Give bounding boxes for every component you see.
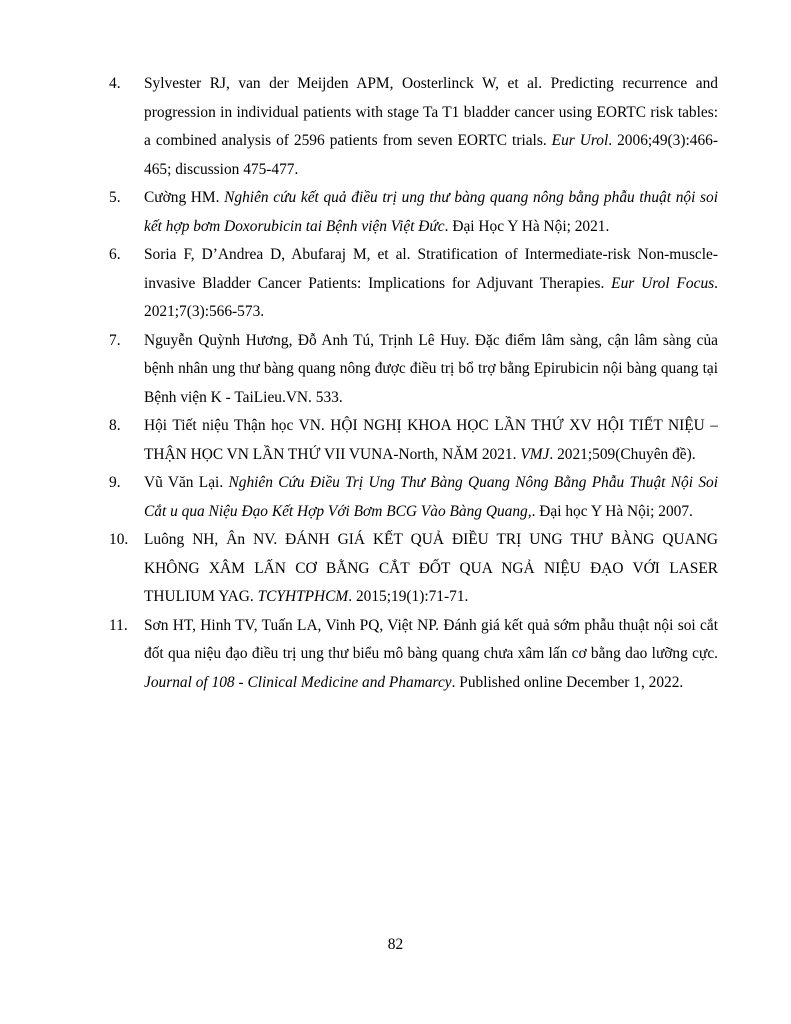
reference-number: 11. (109, 616, 128, 634)
reference-title-italic: TCYHTPHCM (257, 588, 349, 605)
reference-text: Cường HM. (144, 189, 225, 206)
reference-text: Luông NH, Ân NV. ĐÁNH GIÁ KẾT QUẢ ĐIỀU TRỊ UNG THƯ BÀNG QUANG KHÔNG XÂM LẤN CƠ BẰNG CẮT ĐỐT QUA NGẢ NIỆU ĐẠO VỚI LASER THULIUM YAG. (144, 531, 718, 605)
reference-text: . 2015;19(1):71-71. (348, 588, 469, 605)
reference-title-italic: Nghiên Cứu Điều Trị Ung Thư Bàng Quang Nông Bằng Phẫu Thuật Nội Soi Cắt u qua Niệu Đạo Kết Hợp Với Bơm BCG Vào Bàng Quang, (144, 474, 718, 520)
reference-number: 6. (109, 246, 121, 263)
reference-title-italic: Eur Urol (551, 132, 609, 149)
reference-text: Vũ Văn Lại. (144, 474, 229, 491)
reference-text: Sylvester RJ, van der Meijden APM, Oosterlinck W, et al. Predicting recurrence and progression in individual patients with stage Ta T1 bladder cancer using EORTC risk tables: a combined analysis of 2596 patients from seven EORTC trials. (144, 75, 718, 149)
reference-number: 5. (109, 189, 121, 206)
reference-text: . 2006;49(3):466-465; discussion 475-477. (144, 132, 718, 178)
reference-text: . 2021;509(Chuyên đề). (549, 445, 696, 463)
reference-text: . Published online December 1, 2022. (451, 673, 684, 691)
reference-item (0, 612, 718, 698)
reference-number: 9. (109, 474, 121, 491)
reference-item (0, 241, 718, 327)
reference-number: 4. (109, 75, 121, 92)
reference-item (0, 469, 718, 526)
reference-text: Sơn HT, Hinh TV, Tuấn LA, Vinh PQ, Việt NP. Đánh giá kết quả sớm phẫu thuật nội soi cắt đốt qua niệu đạo điều trị ung thư biểu mô bàng quang chưa xâm lấn cơ bằng dao lưỡng cực. (144, 616, 718, 662)
reference-title-italic: Journal of 108 - Clinical Medicine and Phamarcy (144, 673, 452, 691)
reference-text: Soria F, D’Andrea D, Abufaraj M, et al. Stratification of Intermediate-risk Non-muscle-invasive Bladder Cancer Patients: Implications for Adjuvant Therapies. (144, 246, 718, 292)
reference-text: . 2021;7(3):566-573. (144, 274, 718, 320)
reference-item (0, 412, 718, 469)
reference-number: 8. (109, 417, 121, 434)
reference-list (0, 70, 791, 697)
reference-number: 7. (109, 331, 121, 349)
reference-title-italic: VMJ (520, 445, 550, 463)
reference-text: . Đại Học Y Hà Nội; 2021. (444, 217, 610, 235)
page-number: 82 (387, 936, 404, 953)
reference-text: Hội Tiết niệu Thận học VN. HỘI NGHỊ KHOA HỌC LẦN THỨ XV HỘI TIẾT NIỆU – THẬN HỌC VN LẦN THỨ VII VUNA-North, NĂM 2021. (144, 417, 718, 463)
reference-text: Nguyễn Quỳnh Hương, Đỗ Anh Tú, Trịnh Lê Huy. Đặc điểm lâm sàng, cận lâm sàng của bệnh nhân ung thư bàng quang nông được điều trị bổ trợ bằng Epirubicin nội bàng quang tại Bệnh viện K - TaiLieu.VN. 533. (144, 331, 718, 406)
reference-text: . Đại học Y Hà Nội; 2007. (531, 502, 693, 520)
reference-item (0, 526, 718, 612)
reference-item (0, 70, 718, 184)
reference-item (0, 327, 718, 413)
reference-title-italic: Eur Urol Focus (611, 274, 715, 292)
reference-item (0, 184, 718, 241)
reference-title-italic: Nghiên cứu kết quả điều trị ung thư bàng quang nông bằng phẫu thuật nội soi kết hợp bơm Doxorubicin tai Bệnh viện Việt Đức (144, 189, 718, 235)
reference-number: 10. (109, 531, 129, 548)
